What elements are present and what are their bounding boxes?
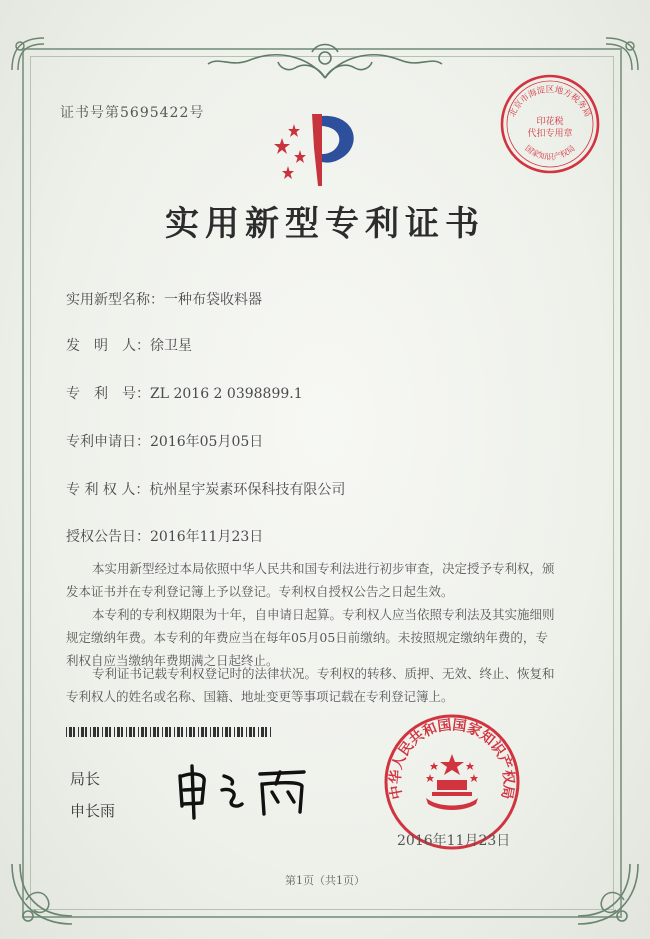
field-label: 实用新型名称： [66, 292, 164, 308]
barcode-bar [126, 727, 127, 737]
barcode-bar [177, 727, 180, 737]
barcode-bar [169, 727, 171, 737]
field-utility-model-name [66, 289, 262, 309]
barcode-bar [73, 727, 75, 737]
barcode [66, 727, 271, 737]
svg-text:北京市海淀区地方税务局 [507, 84, 593, 119]
page-indicator: 第1页（共1页） [285, 874, 365, 887]
field-grant-date [66, 526, 263, 546]
field-patent-number [66, 383, 303, 403]
barcode-bar [198, 727, 199, 737]
director-name: 申长雨 [70, 802, 116, 820]
barcode-bar [85, 727, 87, 737]
barcode-bar [249, 727, 252, 737]
field-label: 专 利 权 人： [66, 482, 150, 498]
corner-ornament-top-right [602, 34, 642, 74]
barcode-bar [261, 727, 264, 737]
barcode-bar [162, 727, 163, 737]
handwritten-signature [172, 762, 322, 820]
field-label: 专利申请日： [66, 434, 150, 450]
body-p2-line1: 本专利的专利权期限为十年，自申请日起算。专利权人应当依照专利法及其实施细则 [92, 607, 555, 622]
certificate-number: 证书号第5695422号 [60, 105, 205, 121]
barcode-bar [205, 727, 207, 737]
seal-date: 2016年11月23日 [397, 833, 511, 849]
field-value: 杭州星宇炭素环保科技有限公司 [149, 482, 346, 498]
barcode-bar [117, 727, 120, 737]
seal-text: 中华人民共和国国家知识产权局 [387, 717, 517, 801]
barcode-bar [138, 727, 139, 737]
barcode-bar [90, 727, 91, 737]
barcode-bar [222, 727, 223, 737]
barcode-bar [234, 727, 235, 737]
body-p2-line2: 规定缴纳年费。本专利的年费应当在每年05月05日前缴纳。未按照规定缴纳年费的，专 [66, 630, 548, 645]
corner-ornament-top-left [8, 34, 48, 74]
barcode-bar [174, 727, 175, 737]
barcode-bar [78, 727, 79, 737]
barcode-bar [210, 727, 211, 737]
barcode-bar [270, 727, 271, 737]
barcode-bar [129, 727, 132, 737]
barcode-bar [81, 727, 84, 737]
barcode-bar [217, 727, 219, 737]
barcode-bar [265, 727, 267, 737]
tax-stamp-outer-text: 北京市海淀区地方税务局 [507, 85, 593, 119]
top-ornament [200, 38, 450, 82]
body-p3-line1: 专利证书记载专利权登记时的法律状况。专利权的转移、质押、无效、终止、恢复和 [92, 666, 555, 681]
body-p1-line2: 发本证书并在专利登记簿上予以登记。专利权自授权公告之日起生效。 [66, 584, 454, 599]
barcode-bar [153, 727, 156, 737]
barcode-bar [213, 727, 216, 737]
barcode-bar [105, 727, 108, 737]
barcode-bar [97, 727, 99, 737]
tax-stamp-center-line2: 代扣专用章 [527, 129, 573, 139]
tax-stamp-seal [498, 72, 602, 176]
barcode-bar [93, 727, 96, 737]
barcode-bar [109, 727, 111, 737]
barcode-bar [141, 727, 144, 737]
barcode-bar [66, 727, 67, 737]
barcode-bar [241, 727, 243, 737]
tax-stamp-bottom-text: 国家知识产权局 [523, 143, 577, 162]
barcode-bar [157, 727, 159, 737]
field-patentee [66, 479, 345, 499]
barcode-bar [145, 727, 147, 737]
field-value: 2016年11月23日 [150, 529, 264, 545]
svg-text:国家知识产权局 [523, 144, 576, 162]
corner-ornament-bottom-right [574, 860, 644, 930]
barcode-bar [229, 727, 231, 737]
barcode-bar [258, 727, 259, 737]
barcode-bar [253, 727, 255, 737]
certificate-title: 实用新型专利证书 [165, 204, 485, 244]
barcode-bar [186, 727, 187, 737]
director-title: 局长 [70, 770, 101, 788]
barcode-bar [150, 727, 151, 737]
barcode-bar [237, 727, 240, 737]
field-value: 徐卫星 [150, 338, 192, 354]
field-value: 一种布袋收料器 [164, 292, 262, 308]
body-p3-line2: 专利权人的姓名或名称、国籍、地址变更等事项记载在专利登记簿上。 [66, 689, 454, 704]
body-p2-line3: 利权自应当缴纳年费期满之日起终止。 [66, 653, 279, 668]
barcode-bar [201, 727, 204, 737]
barcode-bar [246, 727, 247, 737]
field-label: 专 利 号： [66, 386, 150, 402]
barcode-bar [181, 727, 183, 737]
field-inventor [66, 335, 192, 355]
field-value: 2016年05月05日 [150, 434, 264, 450]
field-application-date [66, 431, 263, 451]
field-label: 授权公告日： [66, 529, 150, 545]
barcode-bar [225, 727, 228, 737]
field-value: ZL 2016 2 0398899.1 [150, 386, 303, 402]
barcode-bar [165, 727, 168, 737]
barcode-bar [114, 727, 115, 737]
barcode-bar [133, 727, 135, 737]
body-p1-line1: 本实用新型经过本局依照中华人民共和国专利法进行初步审查，决定授予专利权，颁 [92, 561, 555, 576]
tax-stamp-center-line1: 印花税 [536, 117, 564, 127]
barcode-bar [102, 727, 103, 737]
barcode-bar [189, 727, 192, 737]
field-label: 发 明 人： [66, 338, 150, 354]
barcode-bar [193, 727, 195, 737]
patent-office-logo-icon [262, 108, 372, 190]
barcode-bar [121, 727, 123, 737]
corner-ornament-bottom-left [6, 860, 76, 930]
barcode-bar [69, 727, 72, 737]
